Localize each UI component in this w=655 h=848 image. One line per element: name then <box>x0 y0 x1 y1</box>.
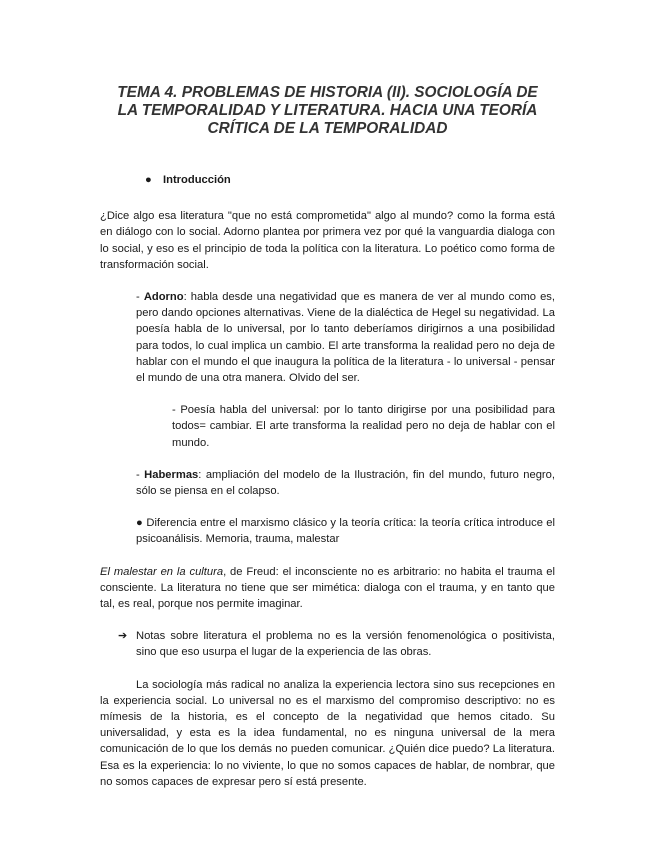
freud-work-title: El malestar en la cultura <box>100 565 224 578</box>
adorno-name: Adorno <box>143 291 184 304</box>
freud-paragraph <box>100 564 555 613</box>
adorno-text: : habla desde una negatividad que es manera de ver al mundo como es, pero dando opciones alternativas. Viene de la dialéctica de Hegel su negatividad. La poesía habla de lo universal, por lo tanto deberíamos dirigirnos a una posibilidad para todos, lo cual implica un cambio. El arte transforma la realidad pero no deja de hablar con el mundo el que inaugura la política de la literatura - lo universal - pensar el mundo de una otra manera. Olvido del ser. <box>136 291 556 385</box>
section-heading-label: Introducción <box>163 174 231 186</box>
diferencia-paragraph: ● Diferencia entre el marxismo clásico y la teoría crítica: la teoría crítica introduce el psicoanálisis. Memoria, trauma, malestar <box>136 517 555 546</box>
notas-text: Notas sobre literatura el problema no es la versión fenomenológica o positivista, sino que eso usurpa el lugar de la experiencia de las obras. <box>136 630 555 659</box>
section-heading <box>145 172 555 188</box>
habermas-text: : ampliación del modelo de la Ilustración, fin del mundo, futuro negro, sólo se piensa en el colapso. <box>136 468 555 498</box>
document-title: TEMA 4. PROBLEMAS DE HISTORIA (II). SOCIOLOGÍA DE LA TEMPORALIDAD Y LITERATURA. HACIA UNA TEORÍA CRÍTICA DE LA TEMPORALIDAD <box>117 84 538 137</box>
adorno-prefix: - <box>136 291 144 304</box>
poesia-paragraph: - Poesía habla del universal: por lo tanto dirigirse por una posibilidad para todos= cambiar. El arte transforma la realidad pero no deja de hablar con el mundo. <box>172 404 555 449</box>
freud-text: , de Freud: el inconsciente no es arbitrario: no habita el trauma el consciente. La literatura no tiene que ser mimética: dialoga con el trauma, y en tanto que tal, es real, porque nos permite imaginar. <box>100 565 555 611</box>
adorno-paragraph <box>136 289 555 386</box>
intro-paragraph: ¿Dice algo esa literatura "que no está comprometida" algo al mundo? como la forma está en diálogo con lo social. Adorno plantea por primera vez por qué la vanguardia dialoga con lo social, y eso es el principio de toda la política con la literatura. Lo poético como forma de transformación social. <box>100 210 555 271</box>
habermas-name: Habermas <box>144 468 199 481</box>
sociologia-paragraph: La sociología más radical no analiza la experiencia lectora sino sus recepciones en la experiencia social. Lo universal no es el marxismo del compromiso descriptivo: no es mímesis de la historia, es el concepto de la negatividad que hemos citado. Su universalidad, y esta es la idea fundamental, no es ninguna universal de la mera comunicación de lo que los demás no pueden comunicar. ¿Quién dice puedo? La literatura. Esa es la experiencia: lo no viviente, lo que no somos capaces de hablar, de nombrar, que no somos capaces de expresar pero sí está presente. <box>100 678 555 788</box>
notas-item <box>118 628 555 660</box>
arrow-icon: ➔ <box>118 630 128 643</box>
habermas-paragraph <box>136 467 555 499</box>
bullet-dot: ● <box>145 174 152 186</box>
habermas-prefix: - <box>136 468 145 481</box>
